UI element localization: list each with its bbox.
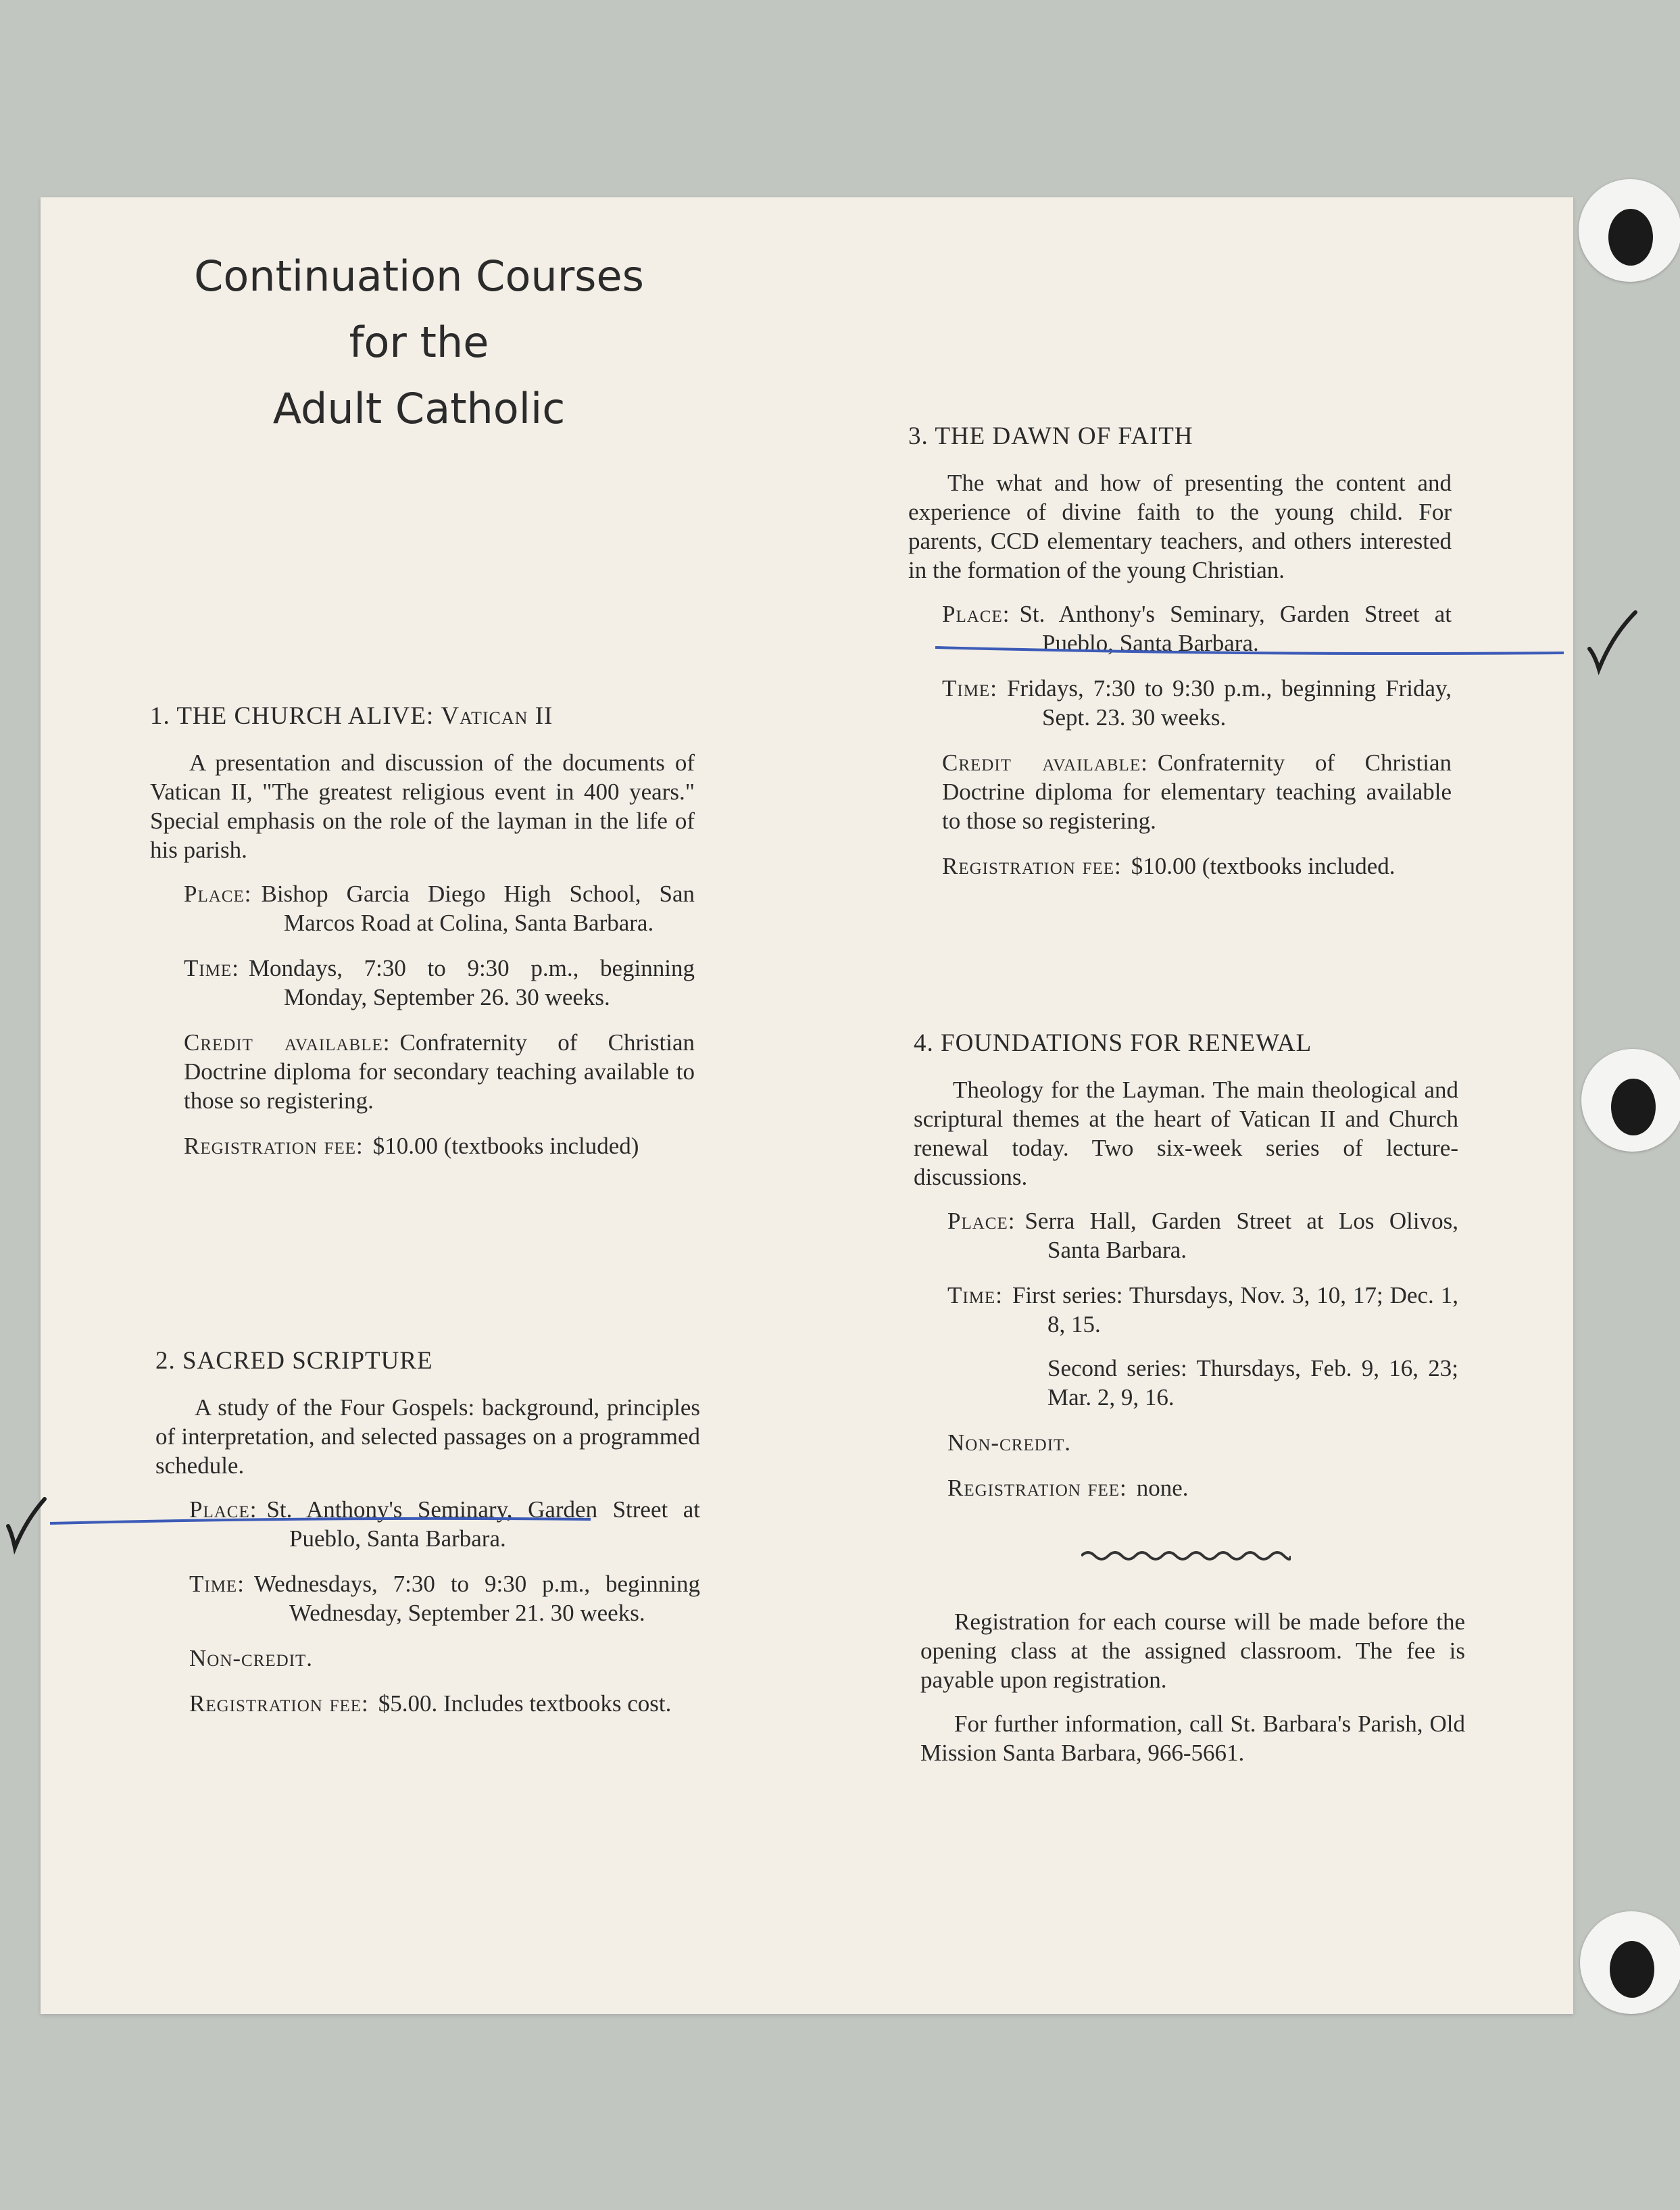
time-label: Time: xyxy=(189,1571,245,1597)
course-heading: 2. SACRED SCRIPTURE xyxy=(155,1347,433,1375)
credit-value: Confraternity of Christian Doctrine diploma for secondary teaching available to those so registering. xyxy=(184,1029,695,1114)
time-value: Wednesdays, 7:30 to 9:30 p.m., beginning Wednesday, September 21. 30 weeks. xyxy=(253,1571,700,1626)
checkmark-icon-right xyxy=(1585,608,1639,676)
place-label: Place: xyxy=(189,1496,257,1523)
fee-value: $10.00 (textbooks included. xyxy=(1131,853,1395,879)
fee-entry xyxy=(184,1131,695,1160)
title-line-3: Adult Catholic xyxy=(272,384,566,433)
place-entry xyxy=(184,879,695,937)
place-label: Place: xyxy=(947,1208,1016,1234)
time-entry xyxy=(947,1281,1458,1412)
time-label: Time: xyxy=(184,955,239,981)
credit-entry xyxy=(942,748,1452,835)
credit-entry xyxy=(184,1028,695,1115)
fee-label: Registration fee: xyxy=(189,1690,369,1717)
contact-note: For further information, call St. Barbara's Parish, Old Mission Santa Barbara, 966-5661. xyxy=(920,1711,1465,1766)
fee-value: $5.00. Includes textbooks cost. xyxy=(378,1690,672,1717)
fee-label: Registration fee: xyxy=(947,1475,1127,1501)
registration-note: Registration for each course will be made before the opening class at the assigned classroom. The fee is payable upon registration. xyxy=(920,1609,1465,1693)
time-entry xyxy=(942,674,1452,732)
place-value: Bishop Garcia Diego High School, San Marcos Road at Colina, Santa Barbara. xyxy=(261,881,695,936)
course-1 xyxy=(150,702,695,1177)
course-3 xyxy=(908,422,1452,897)
course-heading: 1. THE CHURCH ALIVE: Vatican II xyxy=(150,702,553,730)
title-line-2: for the xyxy=(349,318,489,367)
squiggle-divider xyxy=(1081,1548,1291,1564)
place-label: Place: xyxy=(942,601,1010,627)
course-description: The what and how of presenting the content and experience of divine faith to the young child. For parents, CCD elementary teachers, and others interested in the formation of the young Christian. xyxy=(908,470,1452,583)
place-value: St. Anthony's Seminary, Garden Street at Pueblo, Santa Barbara. xyxy=(266,1496,700,1552)
time-value-second-series: Second series: Thursdays, Feb. 9, 16, 23; Mar. 2, 9, 16. xyxy=(1047,1355,1458,1410)
credit-label: Credit available: xyxy=(184,1029,391,1056)
checkmark-icon-left xyxy=(3,1494,50,1554)
binder-hole-top xyxy=(1579,179,1680,282)
fee-value: none. xyxy=(1136,1475,1189,1501)
place-label: Place: xyxy=(184,881,252,907)
credit-label: Credit available: xyxy=(942,750,1148,776)
pen-underline-right xyxy=(935,643,1564,657)
title-line-1: Continuation Courses xyxy=(194,251,644,301)
place-entry xyxy=(947,1206,1458,1264)
pen-underline-left xyxy=(50,1514,591,1530)
course-description: A presentation and discussion of the documents of Vatican II, "The greatest religious event in 400 years." Special emphasis on the role of the layman in the life of his parish. xyxy=(150,750,695,863)
credit-value: Confraternity of Christian Doctrine diploma for elementary teaching available to those so registering. xyxy=(942,750,1452,834)
page-title xyxy=(108,243,730,442)
fee-label: Registration fee: xyxy=(942,853,1122,879)
fee-entry xyxy=(942,852,1452,881)
binder-hole-bottom xyxy=(1580,1911,1680,2014)
noncredit-note: Non-credit. xyxy=(947,1429,1072,1456)
binder-hole-middle xyxy=(1581,1049,1680,1152)
course-heading: 3. THE DAWN OF FAITH xyxy=(908,422,1193,450)
time-label: Time: xyxy=(947,1282,1003,1308)
time-label: Time: xyxy=(942,675,997,702)
time-value: First series: Thursdays, Nov. 3, 10, 17; Dec. 1, 8, 15. xyxy=(1012,1282,1458,1337)
course-heading: 4. FOUNDATIONS FOR RENEWAL xyxy=(914,1029,1312,1057)
fee-value: $10.00 (textbooks included) xyxy=(372,1133,639,1159)
noncredit-note: Non-credit. xyxy=(189,1645,314,1671)
time-value: Mondays, 7:30 to 9:30 p.m., beginning Monday, September 26. 30 weeks. xyxy=(248,955,695,1010)
time-entry xyxy=(189,1569,700,1627)
course-2 xyxy=(155,1346,700,1734)
footer-notes xyxy=(920,1607,1465,1782)
fee-label: Registration fee: xyxy=(184,1133,364,1159)
time-value: Fridays, 7:30 to 9:30 p.m., beginning Friday, Sept. 23. 30 weeks. xyxy=(1006,675,1452,731)
time-entry xyxy=(184,954,695,1012)
course-4 xyxy=(914,1029,1458,1519)
place-value: Serra Hall, Garden Street at Los Olivos, Santa Barbara. xyxy=(1024,1208,1458,1263)
fee-entry xyxy=(947,1473,1458,1502)
course-description: Theology for the Layman. The main theological and scriptural themes at the heart of Vatican II and Church renewal today. Two six-week series of lecture-discussions. xyxy=(914,1077,1458,1190)
course-description: A study of the Four Gospels: background, principles of interpretation, and selected passages on a programmed schedule. xyxy=(155,1394,700,1479)
fee-entry xyxy=(189,1689,700,1718)
place-value: St. Anthony's Seminary, Garden Street at Pueblo, Santa Barbara. xyxy=(1019,601,1452,656)
